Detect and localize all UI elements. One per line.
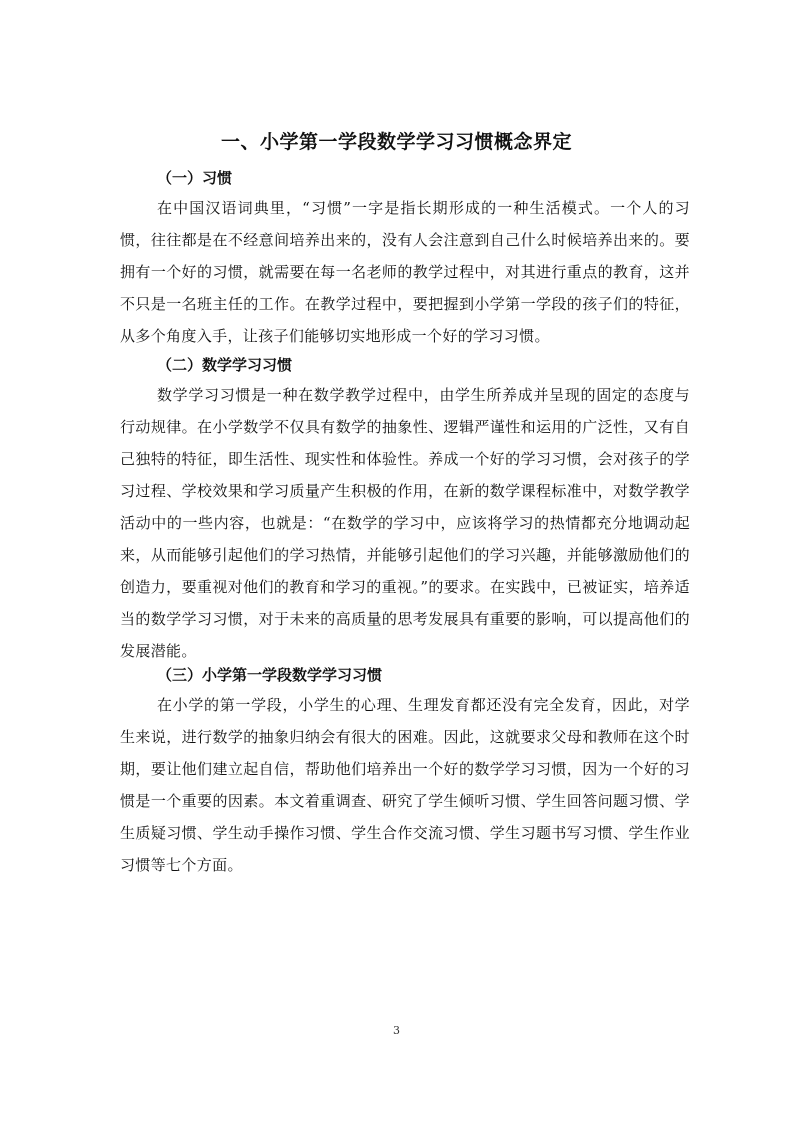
section-first-stage-math-habit <box>120 661 690 881</box>
section-heading: （一）习惯 <box>157 169 233 187</box>
section-paragraph: 在小学的第一学段，小学生的心理、生理发育都还没有完全发育，因此，对学生来说，进行数学的抽象归纳会有很大的困难。因此，这就要求父母和教师在这个时期，要让他们建立起自信，帮助他们培养出一个好的数学学习习惯，因为一个好的习惯是一个重要的因素。本文着重调查、研究了学生倾听习惯、学生回答问题习惯、学生质疑习惯、学生动手操作习惯、学生合作交流习惯、学生习题书写习惯、学生作业习惯等七个方面。 <box>120 696 690 874</box>
section-heading: （三）小学第一学段数学学习习惯 <box>157 666 383 684</box>
section-heading: （二）数学学习习惯 <box>157 356 293 374</box>
document-title: 一、小学第一学段数学学习习惯概念界定 <box>220 131 572 153</box>
section-paragraph: 在中国汉语词典里，“习惯”一字是指长期形成的一种生活模式。一个人的习惯，往往都是在不经意间培养出来的，没有人会注意到自己什么时候培养出来的。要拥有一个好的习惯，就需要在每一名老师的教学过程中，对其进行重点的教育，这并不只是一名班主任的工作。在教学过程中，要把握到小学第一学段的孩子们的特征，从多个角度入手，让孩子们能够切实地形成一个好的学习习惯。 <box>120 199 690 345</box>
section-paragraph: 数学学习习惯是一种在数学教学过程中，由学生所养成并呈现的固定的态度与行动规律。在小学数学不仅具有数学的抽象性、逻辑严谨性和运用的广泛性，又有自己独特的特征，即生活性、现实性和体验性。养成一个好的学习习惯，会对孩子的学习过程、学校效果和学习质量产生积极的作用，在新的数学课程标准中，对数学教学活动中的一些内容，也就是：“在数学的学习中，应该将学习的热情都充分地调动起来，从而能够引起他们的学习热情，并能够引起他们的学习兴趣，并能够激励他们的创造力，要重视对他们的教育和学习的重视。”的要求。在实践中，已被证实，培养适当的数学学习习惯，对于未来的高质量的思考发展具有重要的影响，可以提高他们的发展潜能。 <box>120 386 690 660</box>
page-number: 3 <box>393 1024 400 1037</box>
section-habit <box>120 164 690 352</box>
section-math-learning-habit <box>120 351 690 667</box>
